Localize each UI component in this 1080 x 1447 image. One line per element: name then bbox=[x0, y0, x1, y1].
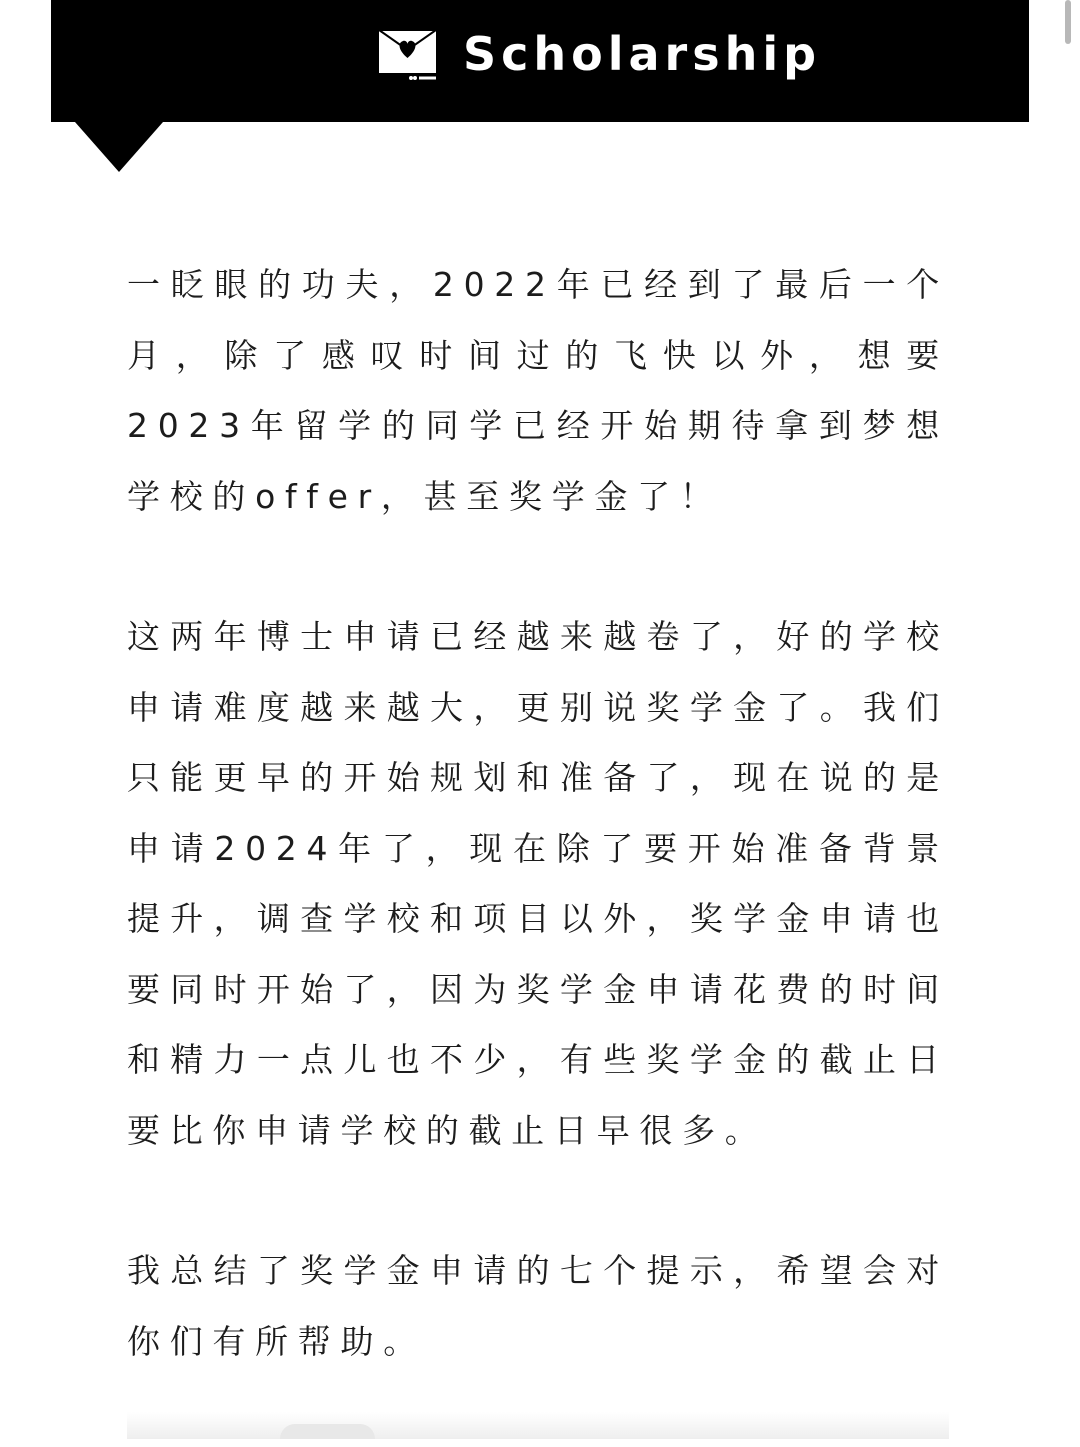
heart-envelope-icon bbox=[379, 30, 436, 82]
header-banner bbox=[51, 0, 1029, 122]
article-body bbox=[127, 250, 949, 1447]
paragraph-summary: 我总结了奖学金申请的七个提示，希望会对你们有所帮助。 bbox=[127, 1251, 949, 1361]
paragraph-context: 这两年博士申请已经越来越卷了，好的学校申请难度越来越大，更别说奖学金了。我们只能更早的开始规划和准备了，现在说的是申请2024年了，现在除了要开始准备背景提升，调查学校和项目以外，奖学金申请也要同时开始了，因为奖学金申请花费的时间和精力一点儿也不少，有些奖学金的截止日要比你申请学校的截止日早很多。 bbox=[127, 617, 949, 1150]
banner-title: Scholarship bbox=[463, 27, 822, 81]
next-section-shape bbox=[280, 1424, 375, 1439]
next-section-preview bbox=[127, 1412, 949, 1439]
scrollbar-thumb[interactable] bbox=[1065, 0, 1071, 44]
banner-pointer bbox=[75, 122, 163, 172]
paragraph-intro: 一眨眼的功夫，2022年已经到了最后一个月，除了感叹时间过的飞快以外，想要2023年留学的同学已经开始期待拿到梦想学校的offer，甚至奖学金了！ bbox=[127, 265, 949, 516]
